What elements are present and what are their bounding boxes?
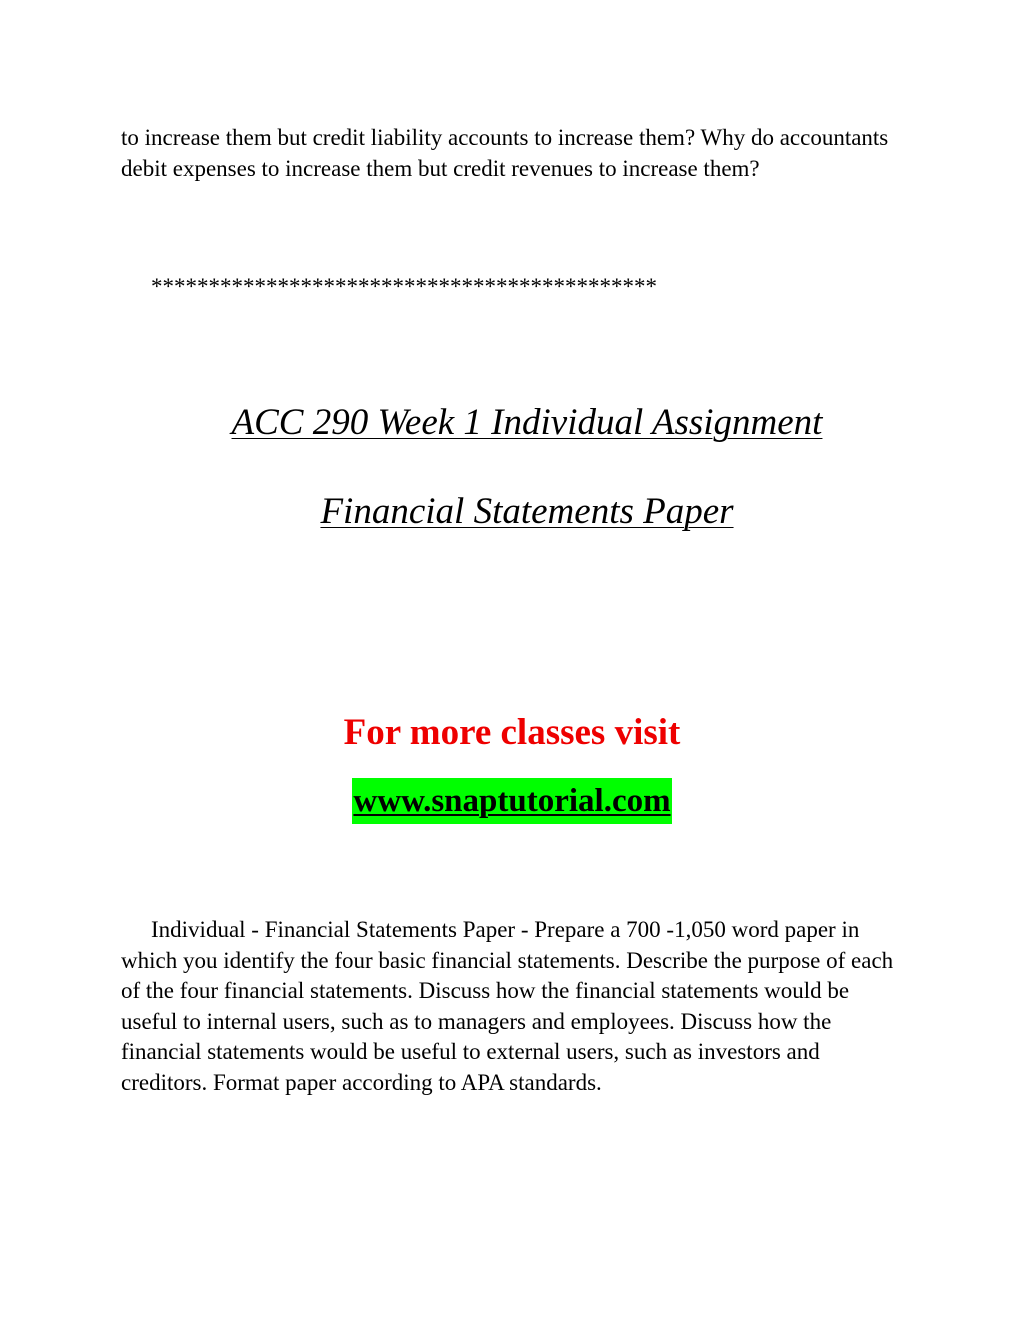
assignment-subtitle: Financial Statements Paper [320, 491, 734, 532]
assignment-description: Individual - Financial Statements Paper - Prepare a 700 -1,050 word paper in which you identify the four basic financial statements. Describe the purpose of each of the four financial statements. Discuss how the financial statements would be useful to internal users, such as to managers and employees. Discuss how the financial statements would be useful to external users, such as investors and creditors. Format paper according to APA standards. [121, 917, 894, 1095]
promo-heading: For more classes visit [343, 712, 681, 753]
promo-link-line [0, 778, 1024, 824]
promo-website-link[interactable]: www.snaptutorial.com [352, 778, 671, 824]
asterisk-separator: ******************************************** [151, 274, 657, 299]
assignment-title: ACC 290 Week 1 Individual Assignment [231, 402, 823, 443]
intro-paragraph: to increase them but credit liability accounts to increase them? Why do accountants debit expenses to increase them but credit revenues to increase them? [121, 125, 889, 181]
